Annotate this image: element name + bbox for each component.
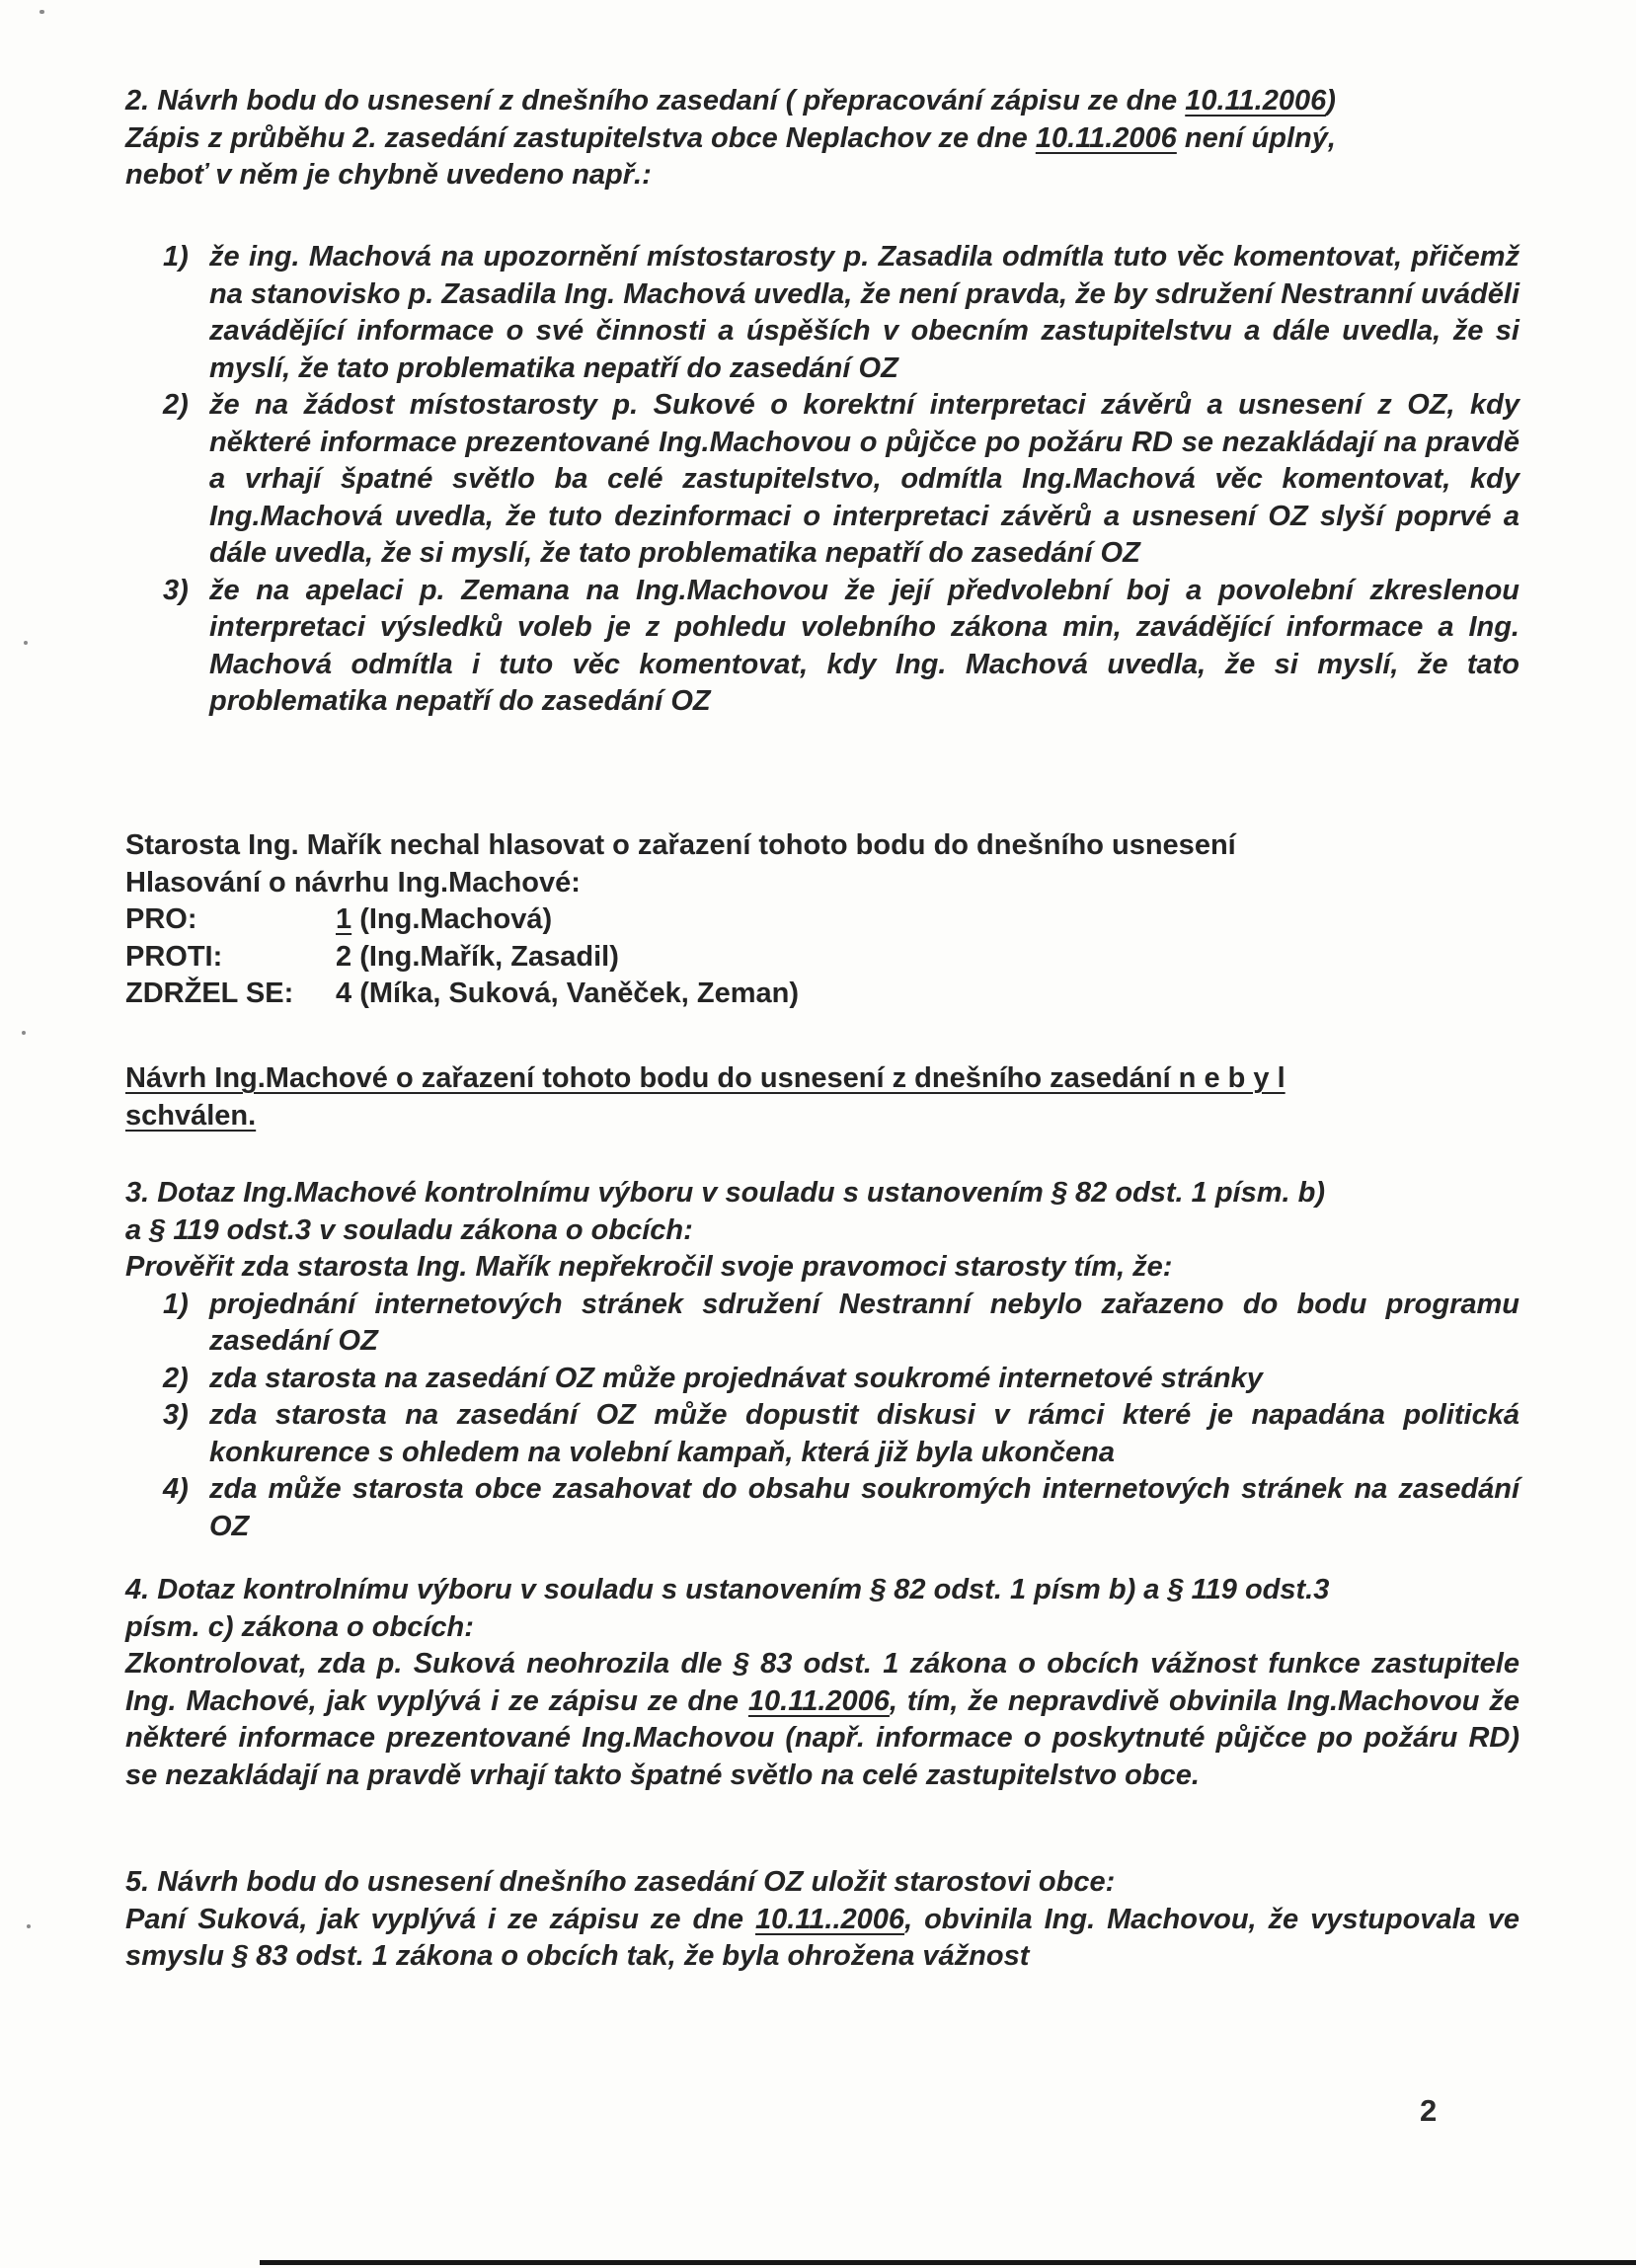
vote-row-pro (125, 901, 1519, 939)
list-item-number: 3) (163, 1399, 189, 1431)
list-item-text: zda starosta na zasedání OZ může dopustit diskusi v rámci které je napadána politická konkurence s ohledem na volební kampaň, která již byla ukončena (209, 1399, 1519, 1468)
list-item-number: 1) (163, 241, 189, 273)
underlined-date: 10.11.2006 (1185, 85, 1327, 117)
vote-count: 4 (336, 978, 352, 1009)
vote-label: PRO: (125, 903, 197, 935)
vote-names: (Míka, Suková, Vaněček, Zeman) (351, 978, 800, 1009)
underlined-date: 10.11..2006 (755, 1903, 905, 1935)
list-item-number: 2) (163, 389, 189, 421)
section3-heading (125, 1175, 1519, 1287)
section4-body-a: Zkontrolovat, zda p. Suková neohrozila dle § 83 odst. 1 zákona o obcích vážnost funkce zastupitele Ing. Machové, jak vyplývá i ze zápisu ze dne (125, 1648, 1519, 1717)
intro-text-a: 2. Návrh bodu do usnesení z dnešního zasedaní ( přepracování zápisu ze dne (125, 85, 1186, 117)
item2-heading (125, 83, 1519, 195)
list-item-number: 4) (163, 1473, 189, 1505)
result-statement (125, 1060, 1519, 1134)
section3-h3: Prověřit zda starosta Ing. Mařík nepřekročil svoje pravomoci starosty tím, že: (125, 1251, 1173, 1283)
scan-speck (24, 641, 28, 645)
voting-intro-line: Starosta Ing. Mařík nechal hlasovat o zařazení tohoto bodu do dnešního usnesení (125, 829, 1236, 861)
intro-text-c: ) (1326, 85, 1336, 117)
list-item (163, 1471, 1519, 1545)
vote-row-zdrzel (125, 976, 1519, 1013)
list-item (163, 1287, 1519, 1361)
scan-speck (22, 1031, 26, 1035)
vote-value (336, 939, 619, 977)
list-item-text: že na žádost místostarosty p. Sukové o korektní interpretaci závěrů a usnesení z OZ, kdy některé informace prezentované Ing.Machovou o půjčce po požáru RD se nezakládají na pravdě a vrhají špatné světlo ba celé zastupitelstvo, odmítla Ing.Machová věc komentovat, kdy Ing.Machová uvedla, že tuto dezinformaci o interpretaci závěrů a usnesení OZ slyší poprvé a dále uvedla, že si myslí, že tato problematika nepatří do zasedání OZ (209, 389, 1519, 569)
section4-h1: 4. Dotaz kontrolnímu výboru v souladu s ustanovením § 82 odst. 1 písm b) a § 119 odst.3 (125, 1574, 1330, 1605)
section5-text (125, 1864, 1519, 1976)
section5-h1: 5. Návrh bodu do usnesení dnešního zasedání OZ uložit starostovi obce: (125, 1866, 1116, 1898)
list-item-number: 1) (163, 1288, 189, 1320)
result-text (125, 1060, 1519, 1134)
voting-subject-line: Hlasování o návrhu Ing.Machové: (125, 866, 581, 899)
list-item-number: 2) (163, 1362, 189, 1394)
underlined-date: 10.11.2006 (1035, 121, 1177, 154)
result-line2: schválen. (125, 1099, 257, 1132)
vote-count: 1 (336, 903, 352, 935)
scan-artifact-line (260, 2260, 1636, 2265)
list-item (163, 573, 1519, 721)
scan-speck (39, 10, 44, 14)
section4-text (125, 1572, 1519, 1794)
vote-names: (Ing.Mařík, Zasadil) (351, 940, 619, 973)
vote-label: PROTI: (125, 940, 223, 973)
scan-speck (27, 1924, 31, 1928)
vote-value (336, 901, 552, 939)
list-item (163, 387, 1519, 573)
list-item (163, 1361, 1519, 1398)
vote-value (336, 976, 799, 1013)
list-item-text: projednání internetových stránek sdružení Nestranní nebylo zařazeno do bodu programu zasedání OZ (209, 1288, 1519, 1357)
result-line1: Návrh Ing.Machové o zařazení tohoto bodu do usnesení z dnešního zasedání n e b y l (125, 1062, 1285, 1094)
item2-heading-text (125, 83, 1519, 195)
vote-label: ZDRŽEL SE: (125, 978, 294, 1009)
section4-body-b: , tím, že nepravdivě obvinila Ing.Machovou že některé informace prezentované Ing.Machovou (např. informace o poskytnuté půjčce po požáru RD) se nezakládají na pravdě vrhají takto špatné světlo na celé zastupitelstvo obce. (125, 1684, 1519, 1791)
section3-h2: a § 119 odst.3 v souladu zákona o obcích: (125, 1213, 693, 1246)
list-item-number: 3) (163, 574, 189, 606)
intro-text-d: Zápis z průběhu 2. zasedání zastupitelstva obce Neplachov ze dne (125, 121, 1036, 154)
list-item-text: že ing. Machová na upozornění místostarosty p. Zasadila odmítla tuto věc komentovat, přičemž na stanovisko p. Zasadila Ing. Machová uvedla, že není pravda, že by sdružení Nestranní uváděli zavádějící informace o své činnosti a úspěších v obecním zastupitelstvu a dále uvedla, že si myslí, že tato problematika nepatří do zasedání OZ (209, 241, 1519, 384)
page-number: 2 (1420, 2093, 1438, 2128)
section5-body-b: , obvinila Ing. Machovou, že vystupovala ve smyslu § 83 odst. 1 zákona o obcích tak, že byla ohrožena vážnost (125, 1903, 1520, 1972)
section5 (125, 1864, 1519, 1976)
underlined-date: 10.11.2006 (747, 1684, 890, 1717)
section3-subpoints (125, 1287, 1519, 1546)
vote-row-proti (125, 939, 1519, 977)
list-item (163, 1397, 1519, 1471)
list-item-text: zda starosta na zasedání OZ může projednávat soukromé internetové stránky (209, 1362, 1263, 1394)
vote-names: (Ing.Machová) (351, 903, 553, 935)
list-item-text: že na apelaci p. Zemana na Ing.Machovou že její předvolební boj a povolební zkreslenou interpretaci výsledků voleb je z pohledu volebního zákona min, zavádějící informace a Ing. Machová odmítla i tuto věc komentovat, kdy Ing. Machová uvedla, že si myslí, že tato problematika nepatří do zasedání OZ (209, 574, 1519, 717)
list-item-text: zda může starosta obce zasahovat do obsahu soukromých internetových stránek na zasedání OZ (209, 1473, 1519, 1542)
section4 (125, 1572, 1519, 1794)
intro-text-f: není úplný, (1176, 121, 1336, 154)
section3-h1: 3. Dotaz Ing.Machové kontrolnímu výboru v souladu s ustanovením § 82 odst. 1 písm. b) (125, 1177, 1325, 1209)
section4-h2: písm. c) zákona o obcích: (125, 1610, 474, 1643)
vote-count: 2 (336, 940, 352, 973)
section5-body-a: Paní Suková, jak vyplývá i ze zápisu ze dne (125, 1903, 756, 1935)
intro-text-g: neboť v něm je chybně uvedeno např.: (125, 159, 652, 191)
voting-block (125, 827, 1519, 1013)
list-item (163, 239, 1519, 387)
item2-subpoints (125, 239, 1519, 721)
section3 (125, 1175, 1519, 1545)
